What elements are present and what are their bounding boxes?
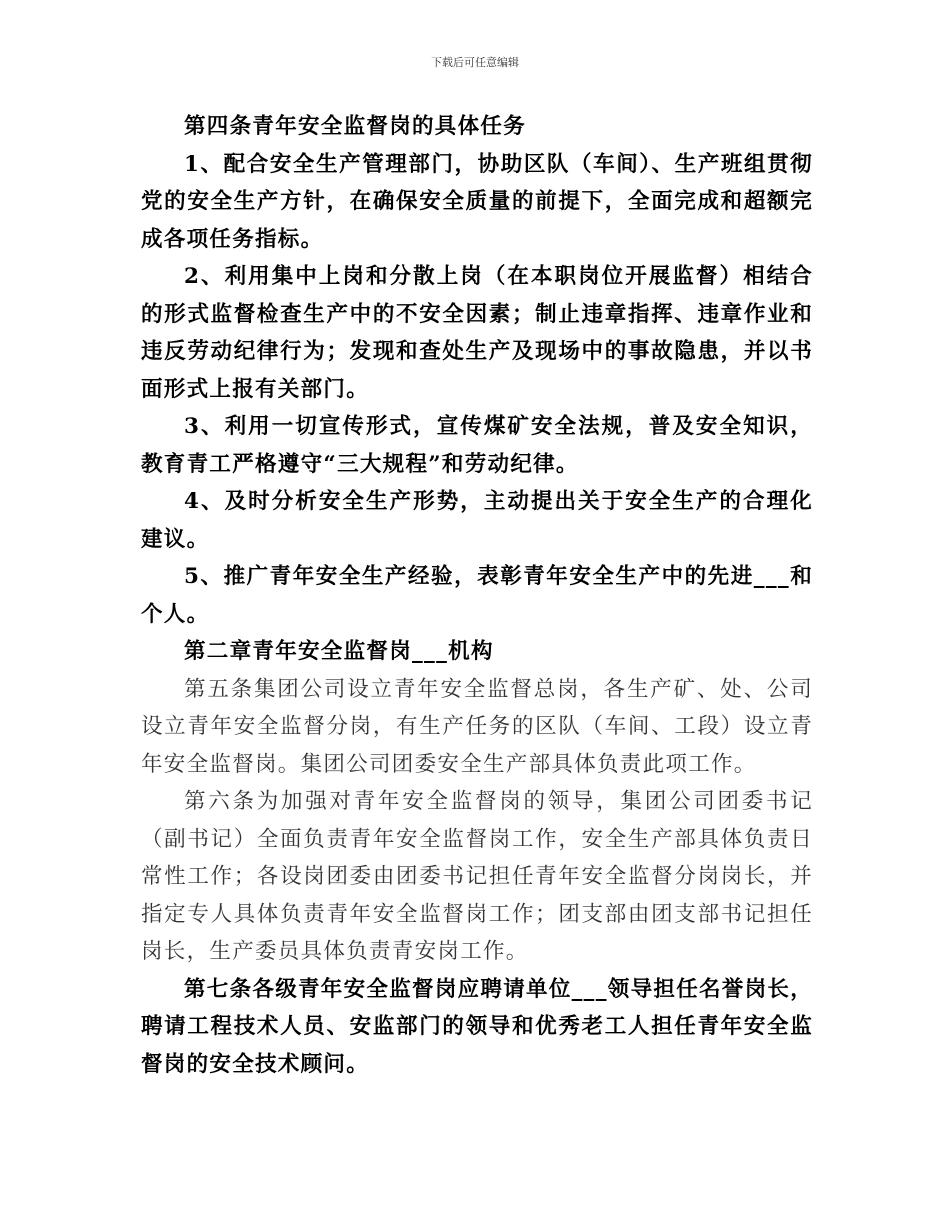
task-item-2: 2、利用集中上岗和分散上岗（在本职岗位开展监督）相结合的形式监督检查生产中的不安全因素；制止违章指挥、违章作业和违反劳动纪律行为；发现和查处生产及现场中的事故隐患，并以书面形式上报有关部门。 (141, 264, 813, 402)
article-6: 第六条为加强对青年安全监督岗的领导，集团公司团委书记（副书记）全面负责青年安全监督岗工作，安全生产部具体负责日常性工作；各设岗团委由团委书记担任青年安全监督分岗岗长，并指定专人具体负责青年安全监督岗工作；团支部由团支部书记担任岗长，生产委员具体负责青安岗工作。 (141, 789, 813, 964)
task-item-1: 1、配合安全生产管理部门，协助区队（车间）、生产班组贯彻党的安全生产方针，在确保安全质量的前提下，全面完成和超额完成各项任务指标。 (141, 151, 813, 252)
chapter-2-heading: 第二章青年安全监督岗___机构 (184, 639, 494, 664)
article-4-heading: 第四条青年安全监督岗的具体任务 (184, 114, 527, 139)
page-header: 下载后可任意编辑 (431, 56, 519, 69)
task-item-4: 4、及时分析安全生产形势，主动提出关于安全生产的合理化建议。 (141, 489, 813, 552)
task-item-3: 3、利用一切宣传形式，宣传煤矿安全法规，普及安全知识，教育青工严格遵守“三大规程”和劳动纪律。 (141, 414, 813, 477)
task-item-5: 5、推广青年安全生产经验，表彰青年安全生产中的先进___和个人。 (141, 564, 813, 627)
article-5: 第五条集团公司设立青年安全监督总岗，各生产矿、处、公司设立青年安全监督分岗，有生产任务的区队（车间、工段）设立青年安全监督岗。集团公司团委安全生产部具体负责此项工作。 (141, 676, 813, 777)
document-body (141, 108, 813, 1083)
article-7: 第七条各级青年安全监督岗应聘请单位___领导担任名誉岗长，聘请工程技术人员、安监部门的领导和优秀老工人担任青年安全监督岗的安全技术顾问。 (141, 976, 813, 1077)
